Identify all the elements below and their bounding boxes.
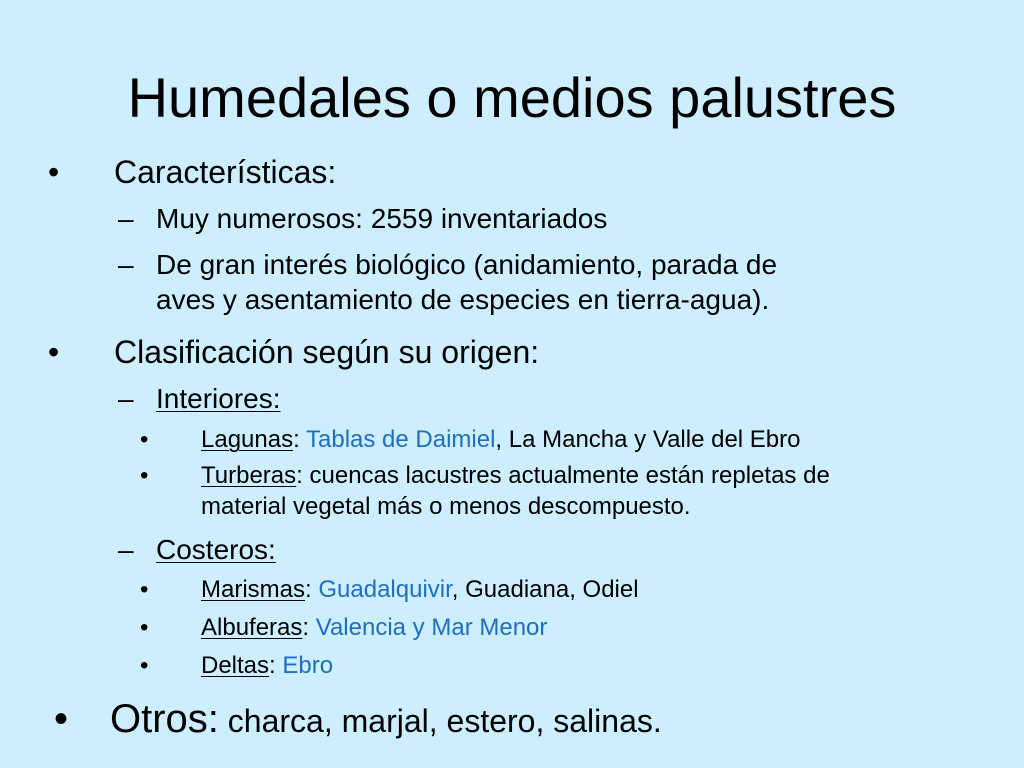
deltas-label: Deltas xyxy=(201,652,270,679)
albuferas-item xyxy=(201,614,547,642)
turberas-rest: : cuencas lacustres actualmente están repletas de xyxy=(296,462,830,489)
lagunas-highlight: Tablas de Daimiel xyxy=(306,426,496,453)
separator: : xyxy=(293,426,306,453)
albuferas-highlight: Valencia y Mar Menor xyxy=(315,614,548,641)
turberas-item xyxy=(201,462,830,490)
bullet-marker: • xyxy=(140,462,149,489)
interiores-heading: Interiores: xyxy=(156,383,281,414)
caracteristica-item: Muy numerosos: 2559 inventariados xyxy=(156,203,608,234)
dash-marker: – xyxy=(118,203,134,234)
costeros-heading: Costeros: xyxy=(156,534,276,565)
otros-label: Otros: xyxy=(110,697,219,741)
lagunas-label: Lagunas xyxy=(201,426,294,453)
separator: : xyxy=(305,576,319,603)
bullet-marker: • xyxy=(140,652,149,679)
slide-title: Humedales o medios palustres xyxy=(127,66,897,129)
turberas-continuation: material vegetal más o menos descompuesto. xyxy=(201,493,691,520)
separator: : xyxy=(302,614,316,641)
turberas-label: Turberas xyxy=(201,462,297,489)
caracteristica-item: De gran interés biológico (anidamiento, parada de xyxy=(156,249,778,280)
bullet-marker: • xyxy=(48,154,60,190)
marismas-label: Marismas xyxy=(201,576,306,603)
otros-item xyxy=(110,696,662,744)
dash-marker: – xyxy=(118,534,134,565)
bullet-marker: • xyxy=(140,576,149,603)
dash-marker: – xyxy=(118,383,134,414)
lagunas-rest: , La Mancha y Valle del Ebro xyxy=(495,426,801,453)
otros-rest: charca, marjal, estero, salinas. xyxy=(218,703,662,739)
marismas-rest: , Guadiana, Odiel xyxy=(451,576,639,603)
clasificacion-heading: Clasificación según su origen: xyxy=(114,334,540,370)
lagunas-item xyxy=(201,426,800,454)
caracteristica-item-continuation: aves y asentamiento de especies en tierra-agua). xyxy=(156,284,770,315)
separator: : xyxy=(269,652,283,679)
caracteristicas-heading: Características: xyxy=(114,154,337,190)
dash-marker: – xyxy=(118,249,134,280)
bullet-marker: • xyxy=(48,334,60,370)
albuferas-label: Albuferas xyxy=(201,614,303,641)
deltas-item xyxy=(201,652,333,680)
bullet-marker: • xyxy=(140,614,149,641)
marismas-item xyxy=(201,576,639,604)
deltas-highlight: Ebro xyxy=(282,652,334,679)
bullet-marker: • xyxy=(54,697,69,741)
bullet-marker: • xyxy=(140,426,149,453)
marismas-highlight: Guadalquivir xyxy=(318,576,452,603)
